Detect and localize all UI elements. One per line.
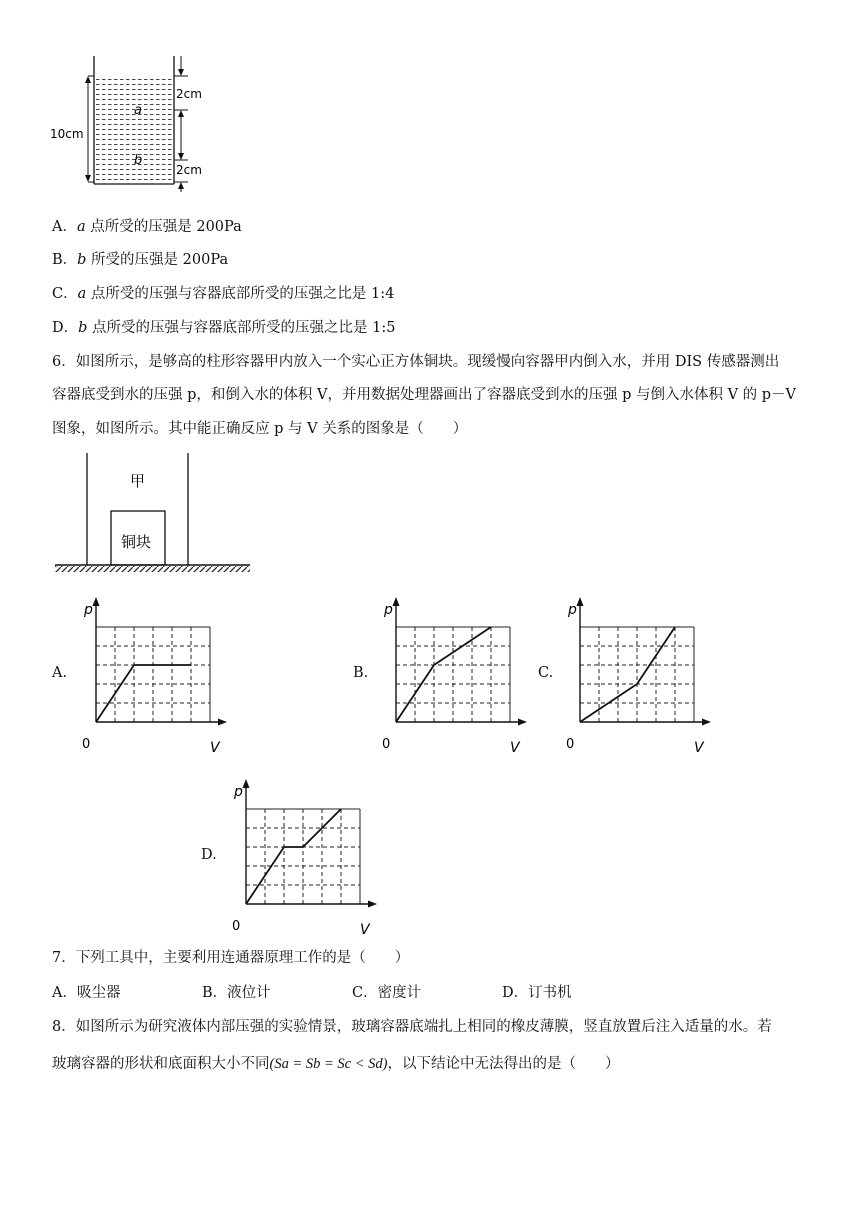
p-axis-label: p bbox=[84, 602, 93, 618]
v-axis-label: V bbox=[210, 740, 220, 756]
p-axis-arrow-icon bbox=[243, 779, 250, 788]
p-v-curve bbox=[96, 665, 191, 722]
p-axis-arrow-icon bbox=[393, 597, 400, 606]
v-axis-label: V bbox=[694, 740, 704, 756]
area-relation-formula: (Sa = Sb = Sc < Sd) bbox=[269, 1056, 388, 1072]
q5-container-figure bbox=[48, 52, 238, 192]
v-axis-arrow-icon bbox=[702, 719, 711, 726]
dim-bottom-label: 2cm bbox=[176, 163, 202, 177]
p-v-curve bbox=[396, 627, 491, 722]
v-axis-label: V bbox=[510, 740, 520, 756]
q5-option-a[interactable]: A．a 点所受的压强是 200Pa bbox=[52, 219, 242, 235]
q8-stem-line1: 8．如图所示为研究液体内部压强的实验情景，玻璃容器底端扎上相同的橡皮薄膜，竖直放置后注入适量的水。若 bbox=[52, 1019, 772, 1035]
q5-option-c[interactable]: C．a 点所受的压强与容器底部所受的压强之比是 1:4 bbox=[52, 286, 395, 302]
q7-option-a[interactable]: A．吸尘器 bbox=[52, 985, 121, 1001]
graph-label-c: C. bbox=[538, 665, 554, 681]
origin-label: 0 bbox=[566, 737, 575, 752]
point-a-label: a bbox=[134, 103, 142, 118]
q5-option-d[interactable]: D．b 点所受的压强与容器底部所受的压强之比是 1:5 bbox=[52, 320, 396, 336]
graph-label-a: A. bbox=[52, 665, 68, 681]
p-v-curve bbox=[246, 809, 341, 904]
p-axis-label: p bbox=[568, 602, 577, 618]
point-b-label: b bbox=[134, 153, 143, 168]
graph-c[interactable] bbox=[562, 592, 712, 757]
v-axis-arrow-icon bbox=[518, 719, 527, 726]
v-axis-arrow-icon bbox=[368, 901, 377, 908]
dim-top-label: 2cm bbox=[176, 87, 202, 101]
container-label: 甲 bbox=[130, 472, 146, 490]
q5-option-b[interactable]: B．b 所受的压强是 200Pa bbox=[52, 252, 229, 268]
q7-option-b[interactable]: B．液位计 bbox=[202, 985, 271, 1001]
q7-stem: 7．下列工具中，主要利用连通器原理工作的是（ ） bbox=[52, 950, 410, 966]
graph-a[interactable] bbox=[78, 592, 228, 757]
p-axis-label: p bbox=[234, 784, 243, 800]
p-v-curve bbox=[580, 627, 675, 722]
graph-d[interactable] bbox=[228, 774, 378, 939]
graph-label-d: D. bbox=[201, 847, 217, 863]
v-axis-arrow-icon bbox=[218, 719, 227, 726]
origin-label: 0 bbox=[232, 919, 241, 934]
q6-stem-line3: 图象，如图所示。其中能正确反应 p 与 V 关系的图象是（ ） bbox=[52, 421, 468, 437]
origin-label: 0 bbox=[382, 737, 391, 752]
v-axis-label: V bbox=[360, 922, 370, 938]
q7-option-c[interactable]: C．密度计 bbox=[352, 985, 422, 1001]
graph-b[interactable] bbox=[378, 592, 528, 757]
q7-option-d[interactable]: D．订书机 bbox=[502, 985, 572, 1001]
graph-label-b: B. bbox=[353, 665, 369, 681]
dim-height-label: 10cm bbox=[50, 127, 84, 141]
q6-stem-line2: 容器底受到水的压强 p，和倒入水的体积 V，并用数据处理器画出了容器底受到水的压强 p 与倒入水体积 V 的 p－V bbox=[52, 387, 797, 403]
q6-stem-line1: 6．如图所示，是够高的柱形容器甲内放入一个实心正方体铜块。现缓慢向容器甲内倒入水，并用 DIS 传感器测出 bbox=[52, 354, 780, 370]
q8-stem-line2: 玻璃容器的形状和底面积大小不同(Sa = Sb = Sc < Sd)，以下结论中无法得出的是（ ） bbox=[52, 1056, 620, 1072]
p-axis-label: p bbox=[384, 602, 393, 618]
copper-block-label: 铜块 bbox=[121, 533, 152, 551]
origin-label: 0 bbox=[82, 737, 91, 752]
p-axis-arrow-icon bbox=[93, 597, 100, 606]
q6-container-figure bbox=[55, 453, 255, 578]
p-axis-arrow-icon bbox=[577, 597, 584, 606]
